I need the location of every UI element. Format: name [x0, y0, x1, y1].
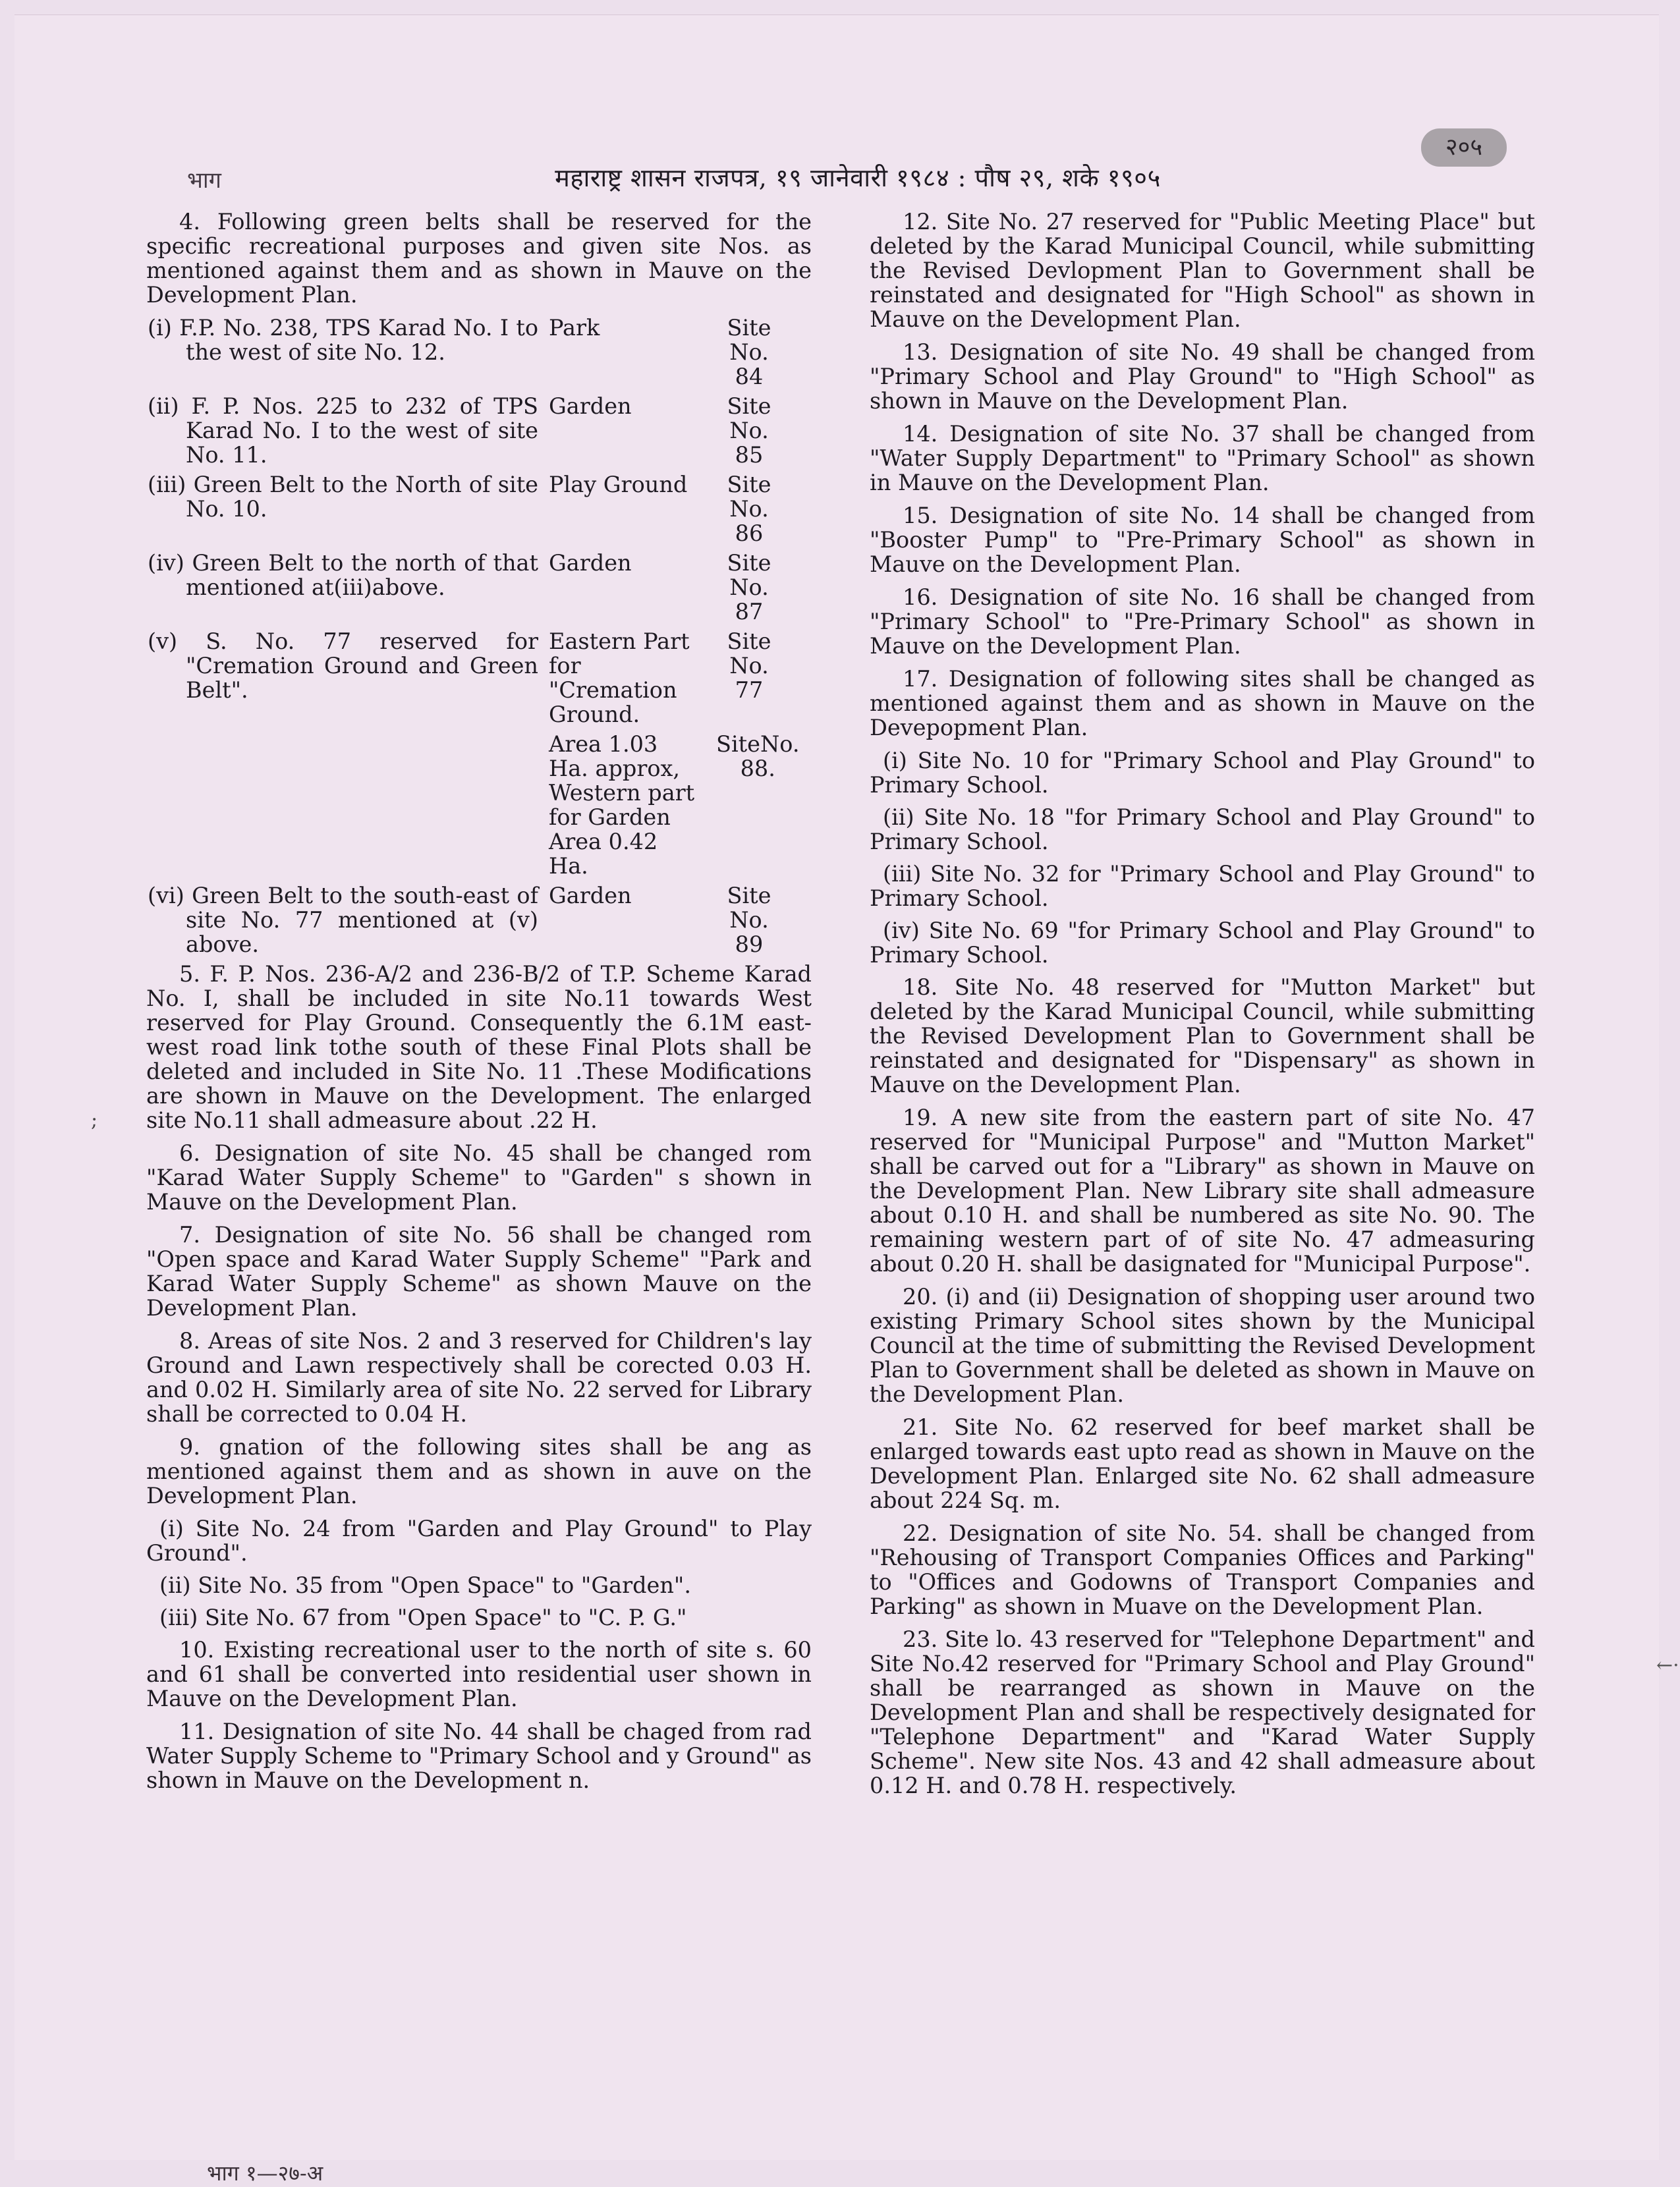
item-site: Site No. 84: [727, 315, 771, 389]
green-belt-item-2: [146, 394, 812, 467]
green-belt-item-4: [146, 551, 812, 624]
item-site: SiteNo. 88.: [716, 731, 800, 781]
para-23: 23. Site lo. 43 reserved for "Telephone Department" and Site No.42 reserved for "Primary School and Play Ground" shall be rearranged as shown in Mauve on the Development Plan and shall be respectively designated for "Telephone Department" and "Karad Water Supply Scheme". New site Nos. 43 and 42 shall admeasure about 0.12 H. and 0.78 H. respectively.: [870, 1626, 1535, 1798]
item-use: Eastern Part for "Cremation Ground.: [549, 628, 690, 727]
para-15: 15. Designation of site No. 14 shall be changed from "Booster Pump" to "Pre-Primary School" as shown in Mauve on the Development Plan.: [870, 503, 1535, 577]
para-21: 21. Site No. 62 reserved for beef market shall be enlarged towards east upto read as shown in Mauve on the Development Plan. Enlarged site No. 62 shall admeasure about 224 Sq. m.: [870, 1414, 1535, 1513]
para-17-item-4: (iv) Site No. 69 "for Primary School and Play Ground" to Primary School.: [870, 918, 1535, 968]
gazette-header: महाराष्ट्र शासन राजपत्र, १९ जानेवारी १९८४ : पौष २९, शके १९०५: [555, 163, 1161, 192]
page-number-badge: २०५: [1421, 128, 1507, 167]
green-belt-item-7: [146, 883, 812, 956]
arrow-mark: ←·: [1656, 1654, 1679, 1677]
para-22: 22. Designation of site No. 54. shall be changed from "Rehousing of Transport Companies Offices and Parking" to "Offices and Godowns of Transport Companies and Parking" as shown in Muave on the Development Plan.: [870, 1520, 1535, 1619]
item-label: [146, 732, 538, 878]
para-14: 14. Designation of site No. 37 shall be changed from "Water Supply Department" to "Primary School" as shown in Mauve on the Development Plan.: [870, 421, 1535, 495]
item-site: Site No. 77: [727, 628, 771, 703]
para-19: 19. A new site from the eastern part of site No. 47 reserved for "Municipal Purpose" and "Mutton Market" shall be carved out for a "Library" as shown in Mauve on the Development Plan. New Library site shall admeasure about 0.10 H. and shall be numbered as site No. 90. The remaining western part of of site No. 47 admeasuring about 0.20 H. shall be dasignated for "Municipal Purpose".: [870, 1105, 1535, 1277]
margin-mark: ;: [91, 1109, 98, 1132]
item-use: Park: [549, 315, 600, 341]
item-site: Site No. 85: [727, 393, 771, 468]
item-label: (i) F.P. No. 238, TPS Karad No. I to the west of site No. 12.: [148, 315, 538, 365]
item-use: Garden: [549, 393, 632, 419]
para-17-item-1: (i) Site No. 10 for "Primary School and Play Ground" to Primary School.: [870, 748, 1535, 798]
para-6: 6. Designation of site No. 45 shall be changed rom "Karad Water Supply Scheme" to "Garden" s shown in Mauve on the Development Plan.: [146, 1140, 812, 1215]
item-site: Site No. 86: [727, 472, 771, 546]
para-12: 12. Site No. 27 reserved for "Public Meeting Place" but deleted by the Karad Municipal Council, while submitting the Revised Devlopment Plan to Government shall be reinstated and designated for "High School" as shown in Mauve on the Development Plan.: [870, 209, 1535, 332]
para-7: 7. Designation of site No. 56 shall be changed rom "Open space and Karad Water Supply Scheme" "Park and Karad Water Supply Scheme" as shown Mauve on the Development Plan.: [146, 1222, 812, 1321]
item-label: (iv) Green Belt to the north of that mentioned at(iii)above.: [148, 550, 538, 600]
para-13: 13. Designation of site No. 49 shall be changed from "Primary School and Play Ground" to "High School" as shown in Mauve on the Development Plan.: [870, 339, 1535, 414]
item-site: Site No. 87: [727, 550, 771, 624]
right-column: [870, 209, 1535, 1806]
para-20: 20. (i) and (ii) Designation of shopping user around two existing Primary School sites shown by the Municipal Council at the time of submitting the Revised Development Plan to Government shall be deleted as shown in Mauve on the Development Plan.: [870, 1284, 1535, 1407]
document-page: [14, 14, 1679, 2186]
green-belt-item-1: [146, 316, 812, 389]
para-9: 9. gnation of the following sites shall be ang as mentioned against them and as shown in auve on the Development Plan.: [146, 1434, 812, 1509]
para-8: 8. Areas of site Nos. 2 and 3 reserved for Children's lay Ground and Lawn respectively shall be corected 0.03 H. and 0.02 H. Similarly area of site No. 22 served for Library shall be corrected to 0.04 H.: [146, 1328, 812, 1427]
para-9-item-2: (ii) Site No. 35 from "Open Space" to "Garden".: [159, 1572, 691, 1598]
para-16: 16. Designation of site No. 16 shall be changed from "Primary School" to "Pre-Primary School" as shown in Mauve on the Development Plan.: [870, 584, 1535, 659]
green-belt-item-5: [146, 629, 812, 727]
item-label: (v) S. No. 77 reserved for "Cremation Ground and Green Belt".: [148, 628, 538, 703]
para-10: 10. Existing recreational user to the north of site s. 60 and 61 shall be converted into residential user shown in Mauve on the Development Plan.: [146, 1637, 812, 1711]
para-11: 11. Designation of site No. 44 shall be chaged from rad Water Supply Scheme to "Primary School and y Ground" as shown in Mauve on the Development n.: [146, 1719, 812, 1793]
para-17-item-2: (ii) Site No. 18 "for Primary School and Play Ground" to Primary School.: [870, 804, 1535, 854]
item-site: Site No. 89: [727, 883, 771, 957]
para-18: 18. Site No. 48 reserved for "Mutton Market" but deleted by the Karad Municipal Council, while submitting the Revised Development Plan to Government shall be reinstated and designated for "Dispensary" as shown in Mauve on the Development Plan.: [870, 974, 1535, 1097]
page-footer: भाग १—२७-अ: [207, 2161, 323, 2186]
para-17: 17. Designation of following sites shall be changed as mentioned against them and as shown in Mauve on the Devepopment Plan.: [870, 666, 1535, 740]
para-9-item-3: (iii) Site No. 67 from "Open Space" to "C. P. G.": [159, 1605, 687, 1630]
item-label: (iii) Green Belt to the North of site No. 10.: [148, 472, 538, 522]
item-label: (ii) F. P. Nos. 225 to 232 of TPS Karad No. I to the west of site No. 11.: [148, 393, 538, 468]
item-use: Garden: [549, 550, 632, 576]
green-belt-item-6: [146, 732, 812, 878]
side-label: भाग: [187, 167, 221, 194]
para-9-item-1: (i) Site No. 24 from "Garden and Play Ground" to Play Ground".: [146, 1516, 812, 1566]
green-belt-item-3: [146, 472, 812, 545]
para-4: 4. Following green belts shall be reserved for the specific recreational purposes and given site Nos. as mentioned against them and as shown in Mauve on the Development Plan.: [146, 209, 812, 308]
para-17-item-3: (iii) Site No. 32 for "Primary School and Play Ground" to Primary School.: [870, 861, 1535, 911]
item-use: Area 1.03 Ha. approx, Western part for Garden Area 0.42 Ha.: [549, 731, 695, 879]
item-use: Play Ground: [549, 472, 688, 497]
left-column: [146, 209, 812, 1801]
para-5: 5. F. P. Nos. 236-A/2 and 236-B/2 of T.P. Scheme Karad No. I, shall be included in site No.11 towards West reserved for Play Ground. Consequently the 6.1M east-west road link tothe south of these Final Plots shall be deleted and included in Site No. 11 .These Modifications are shown in Mauve on the Development. The enlarged site No.11 shall admeasure about .22 H.: [146, 961, 812, 1133]
item-use: Garden: [549, 883, 632, 908]
item-label: (vi) Green Belt to the south-east of site No. 77 mentioned at (v) above.: [148, 883, 538, 957]
